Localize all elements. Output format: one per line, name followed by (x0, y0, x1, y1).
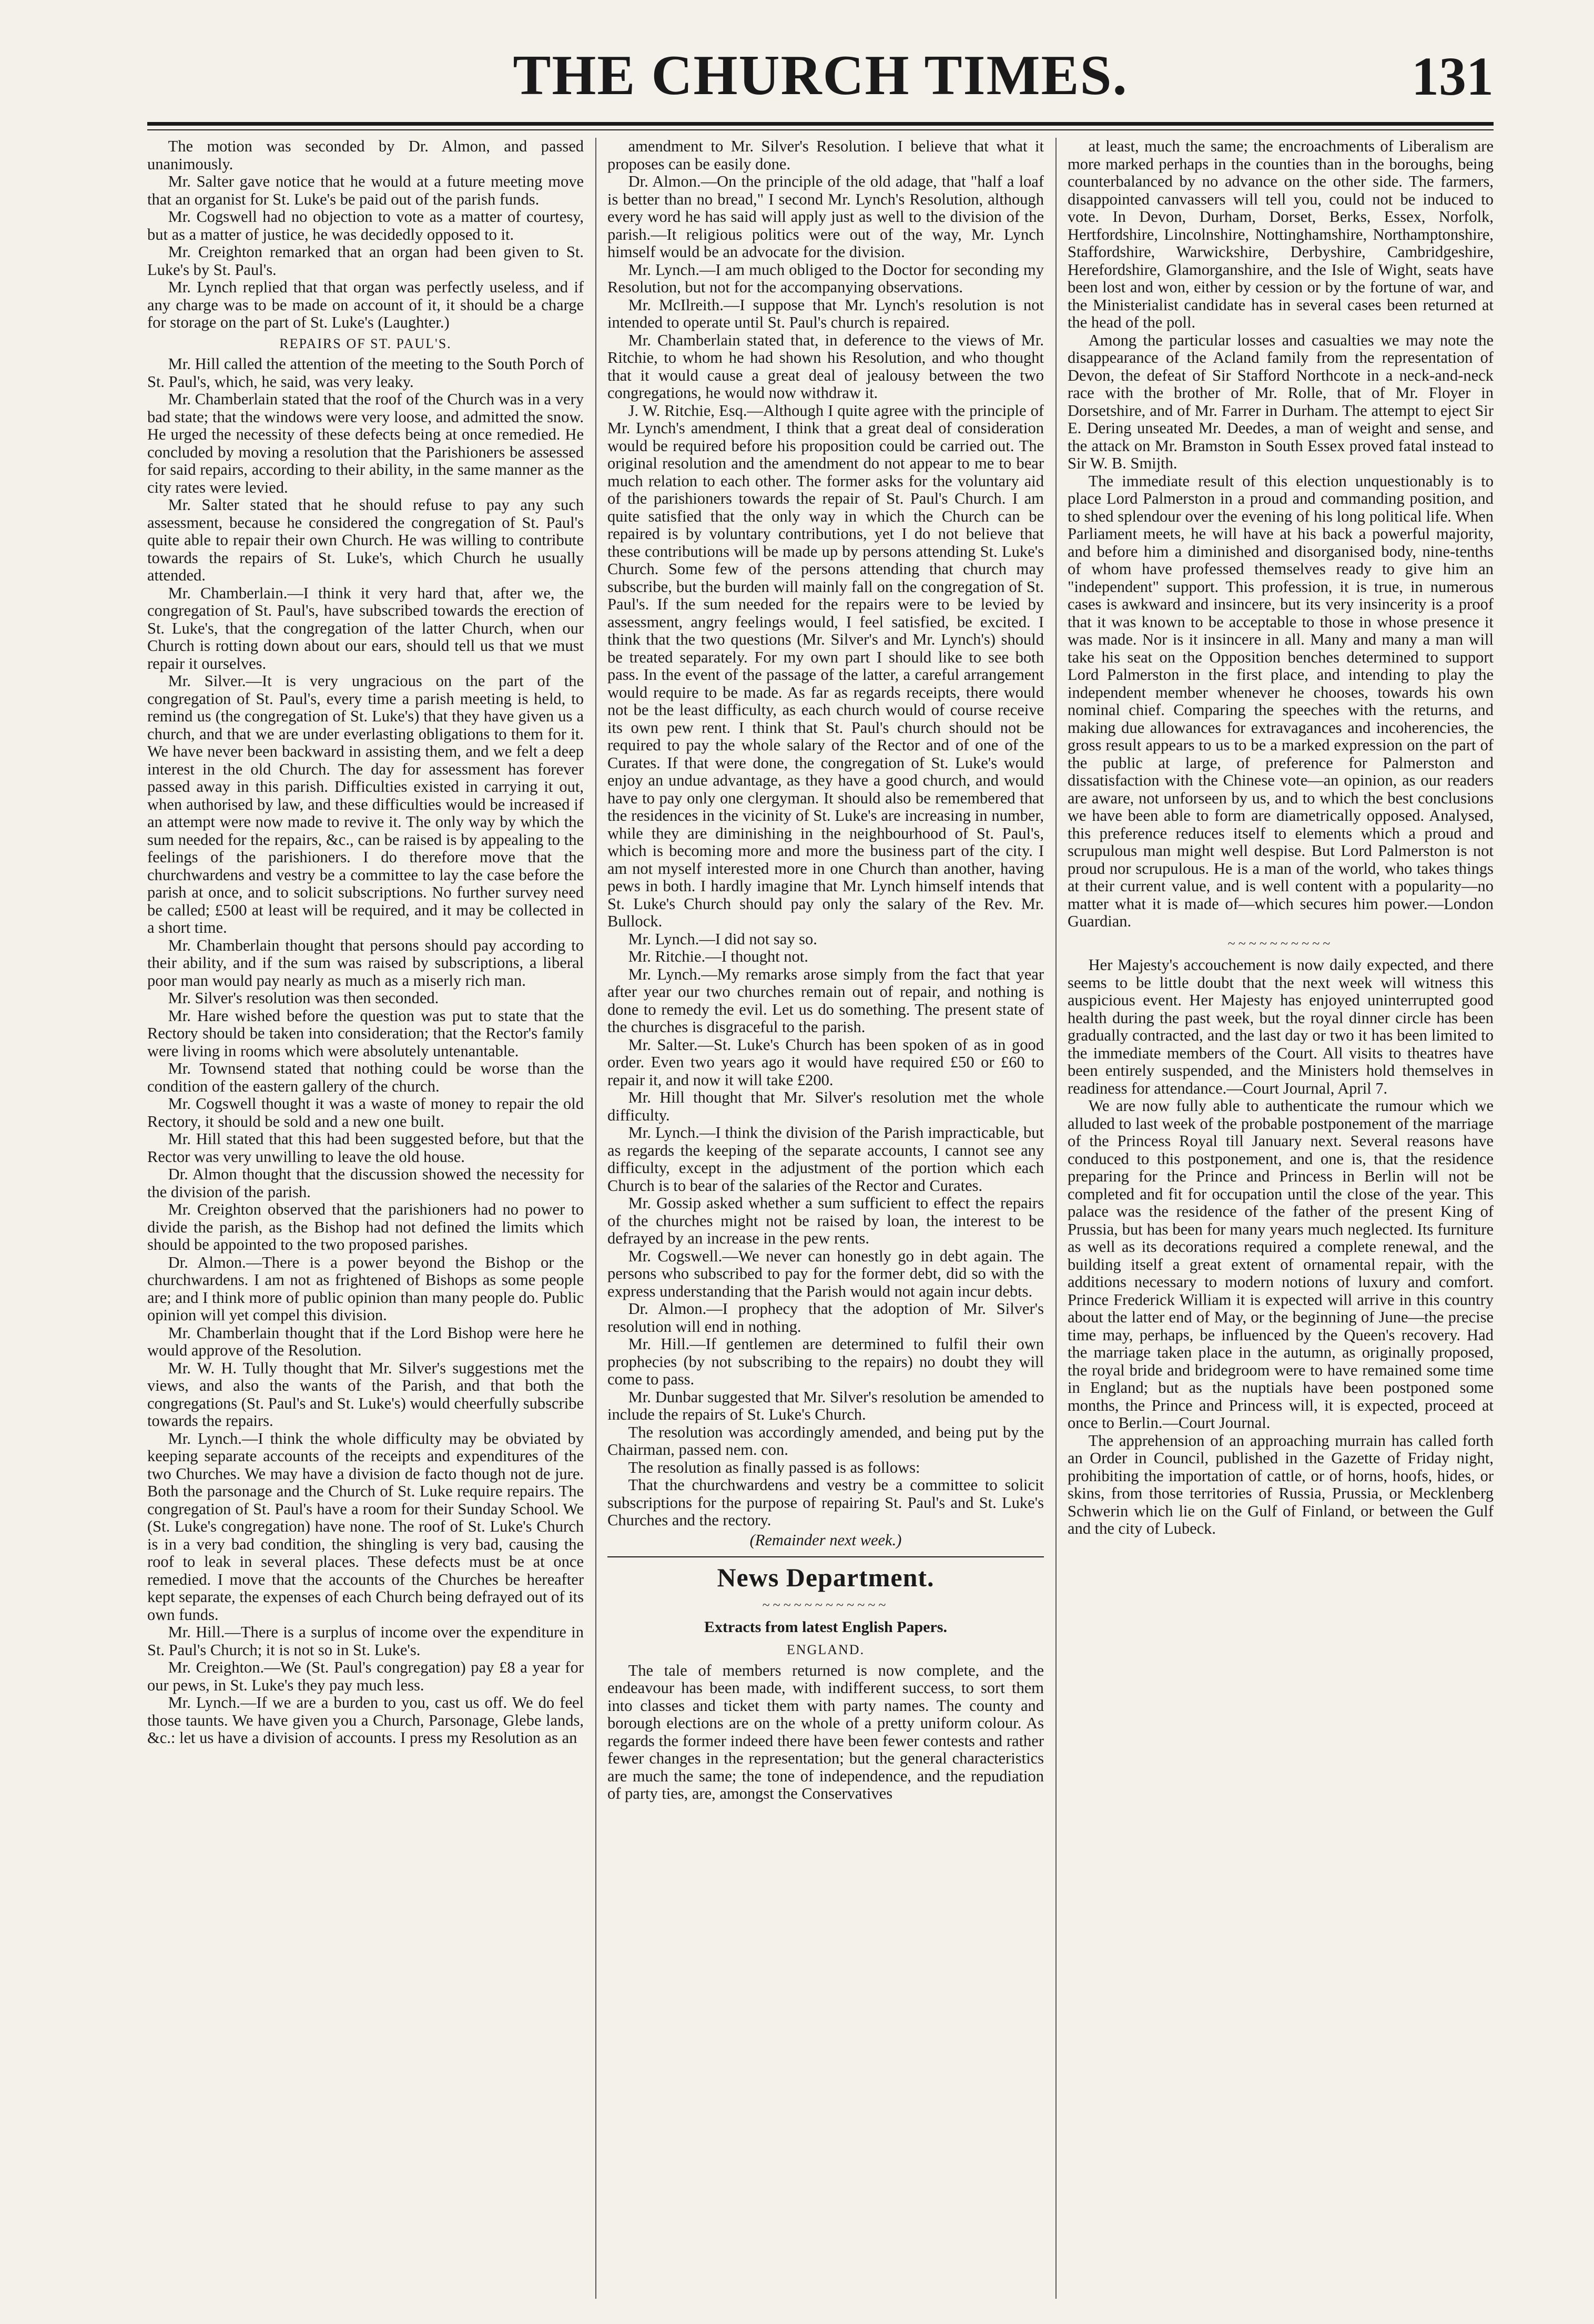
paragraph: Mr. Silver.—It is very ungracious on the part of the congregation of St. Paul's, every time a parish meeting is held, to remind us (the congregation of St. Luke's) that they have given us a church, and that we are under everlasting obligations to them for it. We have never been backward in assisting them, and we felt a deep interest in the old Church. The day for assessment has forever passed away in this parish. Difficulties existed in carrying it out, when authorised by law, and these difficulties would be increased if an attempt were now made to revive it. The only way by which the sum needed for the repairs, &c., can be raised is by appealing to the feelings of the parishioners. I do therefore move that the churchwardens and vestry be a committee to lay the case before the parish at once, and to solicit subscriptions. No further survey need be called; £500 at least will be required, and it may be collected in a short time. (147, 672, 584, 936)
paragraph: The resolution was accordingly amended, and being put by the Chairman, passed nem. con. (607, 1423, 1044, 1459)
paragraph: That the churchwardens and vestry be a committee to solicit subscriptions for the purpose of repairing St. Paul's and St. Luke's Churches and the rectory. (607, 1476, 1044, 1529)
paragraph: Among the particular losses and casualties we may note the disappearance of the Acland family from the representation of Devon, the defeat of Sir Stafford Northcote in a neck-and-neck race with the brother of Mr. Rolle, that of Mr. Floyer in Dorsetshire, and of Mr. Farrer in Durham. The attempt to eject Sir E. Dering unseated Mr. Deedes, a man of weight and sense, and the attack on Mr. Bramston in South Essex proved fatal instead to Sir W. B. Smijth. (1068, 331, 1494, 472)
paragraph: Mr. Creighton.—We (St. Paul's congregation) pay £8 a year for our pews, in St. Luke's they pay much less. (147, 1658, 584, 1694)
paragraph: amendment to Mr. Silver's Resolution. I believe that what it proposes can be easily done. (607, 138, 1044, 173)
paragraph: J. W. Ritchie, Esq.—Although I quite agree with the principle of Mr. Lynch's amendment, I think that a great deal of consideration would be required before his proposition could be carried out. The original resolution and the amendment do not appear to me to bear much relation to each other. The former asks for the voluntary aid of the parishioners towards the repair of St. Paul's Church. I am quite satisfied that the only way in which the Church can be repaired is by voluntary contributions, yet I do not believe that these contributions will be made up by persons attending St. Luke's Church. Some few of the persons attending that church may subscribe, but the burden will mainly fall on the congregation of St. Paul's. If the sum needed for the repairs were to be levied by assessment, angry feelings would, I feel satisfied, be excited. I think that the two questions (Mr. Silver's and Mr. Lynch's) should be treated separately. For my own part I should like to see both pass. In the event of the passage of the latter, a careful arrangement would require to be made. As far as regards receipts, there would not be the least difficulty, as each church would of course receive its own pew rent. I think that St. Paul's church should not be required to pay the whole salary of the Rector and of one of the Curates. If that were done, the congregation of St. Luke's would enjoy an undue advantage, as they have a good church, and would have to pay only one clergyman. It should also be remembered that the residences in the vicinity of St. Luke's are increasing in number, while they are diminishing in the neighbourhood of St. Paul's, which is becoming more and more the business part of the city. I am not myself interested more in one Church than another, having pews in both. I hardly imagine that Mr. Lynch himself intends that St. Luke's Church should pay only the salary of the Rev. Mr. Bullock. (607, 401, 1044, 930)
header-rule-thin (147, 129, 1494, 130)
paragraph: Mr. Lynch.—I think the whole difficulty may be obviated by keeping separate accounts of the receipts and expenditures of the two Churches. We may have a division de facto though not de jure. Both the parsonage and the Church of St. Luke require repairs. The congregation of St. Paul's have a room for their Sunday School. We (St. Luke's congregation) have none. The roof of St. Luke's Church is in a very bad condition, the shingling is very bad, causing the roof to leak in several places. These defects must be at once remedied. I move that the accounts of the Churches be hereafter kept separate, the expenses of each Church being defrayed out of its own funds. (147, 1429, 584, 1624)
paragraph: Mr. Hill.—If gentlemen are determined to fulfil their own prophecies (by not subscribing to the repairs) no doubt they will come to pass. (607, 1335, 1044, 1388)
paragraph: Mr. Salter stated that he should refuse to pay any such assessment, because he considered the congregation of St. Paul's quite able to repair their own Church. He was willing to contribute towards the repairs of St. Luke's, which Church he usually attended. (147, 496, 584, 584)
paragraph: Dr. Almon.—There is a power beyond the Bishop or the churchwardens. I am not as frightened of Bishops as some people are; and I think more of public opinion than many people do. Public opinion will yet compel this division. (147, 1253, 584, 1324)
ornamental-rule: ~~~~~~~~~~ (1227, 935, 1334, 951)
paragraph: Mr. Dunbar suggested that Mr. Silver's resolution be amended to include the repairs of St. Luke's Church. (607, 1388, 1044, 1423)
paragraph: Mr. Lynch.—I think the division of the Parish impracticable, but as regards the keeping of the separate accounts, I cannot see any difficulty, except in the adjustment of the portion which each Church is to bear of the salaries of the Rector and Curates. (607, 1124, 1044, 1195)
section-divider (607, 1556, 1044, 1557)
paragraph: Mr. Ritchie.—I thought not. (628, 947, 808, 965)
paragraph: Mr. Creighton remarked that an organ had been given to St. Luke's by St. Paul's. (147, 243, 584, 279)
paragraph: Mr. Salter.—St. Luke's Church has been spoken of as in good order. Even two years ago it would have required £50 or £60 to repair it, and now it will take £200. (607, 1035, 1044, 1089)
ornamental-rule: ~~~~~~~~~~~~ (762, 1597, 889, 1613)
paragraph: Mr. Chamberlain thought that if the Lord Bishop were here he would approve of the Resolution. (147, 1323, 584, 1359)
paragraph: Mr. Lynch.—I did not say so. (628, 930, 817, 948)
page-number: 131 (1412, 46, 1494, 107)
paragraph: Mr. Hare wished before the question was put to state that the Rectory should be taken into consideration; that the Rector's family were living in rooms which were absolutely untenantable. (147, 1006, 584, 1060)
paragraph: Mr. Hill thought that Mr. Silver's resolution met the whole difficulty. (607, 1088, 1044, 1124)
paragraph: Mr. Townsend stated that nothing could be worse than the condition of the eastern gallery of the church. (147, 1059, 584, 1095)
header-rule-thick (147, 122, 1494, 126)
paragraph: Mr. Hill stated that this had been suggested before, but that the Rector was very unwilling to leave the old house. (147, 1130, 584, 1166)
paragraph: Mr. Lynch.—If we are a burden to you, cast us off. We do feel those taunts. We have given you a Church, Parsonage, Glebe lands, &c.: let us have a division of accounts. I press my Resolution as an (147, 1694, 584, 1747)
paragraph: Mr. Chamberlain stated that the roof of the Church was in a very bad state; that the windows were very loose, and admitted the snow. He urged the necessity of these defects being at once remedied. He concluded by moving a resolution that the Parishioners be assessed for said repairs, according to their ability, in the same manner as the city rates were levied. (147, 390, 584, 496)
paragraph: at least, much the same; the encroachments of Liberalism are more marked perhaps in the counties than in the boroughs, being counterbalanced by no advance on the other side. The farmers, disappointed canvassers will tell you, could not be induced to vote. In Devon, Durham, Dorset, Berks, Essex, Norfolk, Hertfordshire, Lincolnshire, Nottinghamshire, Northamptonshire, Staffordshire, Warwickshire, Derbyshire, Cambridgeshire, Herefordshire, Glamorganshire, and the Isle of Wight, seats have been lost and won, either by cession or by the fortune of war, and the Ministerialist candidate has in several cases been returned at the head of the poll. (1068, 138, 1494, 331)
paragraph: Mr. Lynch replied that that organ was perfectly useless, and if any charge was to be made on account of it, it should be a charge for storage on the part of St. Luke's (Laughter.) (147, 278, 584, 331)
column-3 (1068, 138, 1494, 2299)
column-1 (147, 138, 584, 2299)
paragraph: Mr. McIlreith.—I suppose that Mr. Lynch's resolution is not intended to operate until St. Paul's church is repaired. (607, 295, 1044, 331)
subheading-repairs: REPAIRS OF ST. PAUL'S. (279, 335, 452, 351)
paragraph: Mr. Cogswell.—We never can honestly go in debt again. The persons who subscribed to pay for the former debt, did so with the express understanding that the Parish would not again incur debts. (607, 1247, 1044, 1300)
paragraph: Mr. W. H. Tully thought that Mr. Silver's suggestions met the views, and also the wants of the Parish, and that both the congregations (St. Paul's and St. Luke's) would cheerfully subscribe towards the repairs. (147, 1359, 584, 1430)
paragraph: Mr. Creighton observed that the parishioners had no power to divide the parish, as the Bishop had not defined the limits which should be appointed to the two proposed parishes. (147, 1200, 584, 1253)
paragraph: Mr. Lynch.—My remarks arose simply from the fact that year after year our two churches remain out of repair, and nothing is done to remedy the evil. Let us do something. The present state of the churches is disgraceful to the parish. (607, 965, 1044, 1036)
paragraph: The immediate result of this election unquestionably is to place Lord Palmerston in a proud and commanding position, and to shed splendour over the evening of his long political life. When Parliament meets, he will have at his back a powerful majority, and before him a diminished and disorganised body, nine-tenths of whom have professed themselves ready to give him an "independent" support. This profession, it is true, in numerous cases is awkward and insincere, but its very insincerity is a proof that it was known to be acceptable to those in whose presence it was made. Nor is it insincere in all. Many and many a man will take his seat on the Opposition benches determined to support Lord Palmerston in the first place, and intending to play the independent member whenever he chooses, towards his own nominal chief. Comparing the speeches with the returns, and making due allowances for extravagances and incoherencies, the gross result appears to us to be a marked expression on the part of the public at large, of preference for Palmerston and dissatisfaction with the Chinese vote—an opinion, as our readers are aware, not unforseen by us, and to which the best conclusions we have been able to form are diametrically opposed. Analysed, this preference reduces itself to elements which a proud and scrupulous man might well despise. But Lord Palmerston is not proud nor scrupulous. He is a man of the world, who takes things at their current value, and is well content with a popularity—no matter what it is made of—which secures him power.—London Guardian. (1068, 472, 1494, 930)
paragraph: Mr. Silver's resolution was then seconded. (168, 989, 439, 1007)
masthead-title: THE CHURCH TIMES. (513, 44, 1128, 107)
paragraph: Mr. Cogswell thought it was a waste of money to repair the old Rectory, it should be sold and a new one built. (147, 1095, 584, 1130)
page-header (147, 42, 1494, 116)
paragraph: Mr. Chamberlain.—I think it very hard that, after we, the congregation of St. Paul's, have subscribed towards the erection of St. Luke's, that the congregation of the latter Church, when our Church is rotting down about our ears, should tell us that we must repair it ourselves. (147, 584, 584, 672)
paragraph: Dr. Almon thought that the discussion showed the necessity for the division of the parish. (147, 1165, 584, 1201)
paragraph: Mr. Cogswell had no objection to vote as a matter of courtesy, but as a matter of justice, he was decidedly opposed to it. (147, 208, 584, 243)
column-divider (1055, 138, 1057, 2299)
paragraph: Mr. Chamberlain stated that, in deference to the views of Mr. Ritchie, to whom he had shown his Resolution, and who thought that it would cause a great deal of jealousy between the two congregations, he would now withdraw it. (607, 331, 1044, 402)
paragraph: Mr. Chamberlain thought that persons should pay according to their ability, and if the sum was raised by subscriptions, a liberal poor man would pay nearly as much as a miserly rich man. (147, 936, 584, 990)
paragraph: Mr. Gossip asked whether a sum sufficient to effect the repairs of the churches might not be raised by loan, the interest to be defrayed by an increase in the pew rents. (607, 1194, 1044, 1247)
paragraph: Mr. Hill called the attention of the meeting to the South Porch of St. Paul's, which, he said, was very leaky. (147, 355, 584, 391)
news-deck: Extracts from latest English Papers. (704, 1618, 947, 1636)
subheading-england: ENGLAND. (786, 1642, 865, 1657)
paragraph: The resolution as finally passed is as follows: (628, 1458, 920, 1476)
paragraph: Mr. Hill.—There is a surplus of income over the expenditure in St. Paul's Church; it is not so in St. Luke's. (147, 1623, 584, 1659)
paragraph: Mr. Salter gave notice that he would at a future meeting move that an organist for St. Luke's be paid out of the parish funds. (147, 172, 584, 208)
paragraph: Mr. Lynch.—I am much obliged to the Doctor for seconding my Resolution, but not for the accompanying observations. (607, 260, 1044, 296)
paragraph: The tale of members returned is now complete, and the endeavour has been made, with indifferent success, to sort them into classes and ticket them with party names. The county and borough elections are on the whole of a pretty uniform colour. As regards the former indeed there have been fewer contests and rather fewer changes in the representation; but the general characteristics are much the same; the tone of independence, and the repudiation of party ties, are, amongst the Conservatives (607, 1661, 1044, 1802)
paragraph: We are now fully able to authenticate the rumour which we alluded to last week of the probable postponement of the marriage of the Princess Royal till January next. Several reasons have conduced to this postponement, and one is, that the residence preparing for the Prince and Princess in Berlin will not be completed and fit for occupation until the close of the year. This palace was the residence of the father of the present King of Prussia, but has been for many years much neglected. Its furniture as well as its decorations required a complete renewal, and the building itself a great extent of ornamental repair, with the additions necessary to modern notions of luxury and comfort. Prince Frederick William it is expected will arrive in this country about the latter end of May, or the beginning of June—the precise time may, perhaps, be influenced by the Queen's recovery. Had the marriage taken place in the autumn, as originally proposed, the royal bride and bridegroom were to have remained some time in England; but as the nuptials have been postponed some months, the Prince and Princess will, it is expected, proceed at once to Berlin.—Court Journal. (1068, 1097, 1494, 1432)
paragraph: The apprehension of an approaching murrain has called forth an Order in Council, published in the Gazette of Friday night, prohibiting the importation of cattle, or of horns, hoofs, hides, or skins, from those territories of Russia, Prussia, or Mecklenberg Schwerin which lie on the Gulf of Finland, or between the Gulf and the city of Lubeck. (1068, 1431, 1494, 1537)
paragraph: Dr. Almon.—On the principle of the old adage, that "half a loaf is better than no bread," I second Mr. Lynch's Resolution, although every word he has said will apply just as well to the division of the parish.—It religious politics were out of the way, Mr. Lynch himself would be an advocate for the division. (607, 172, 1044, 261)
paragraph: Dr. Almon.—I prophecy that the adoption of Mr. Silver's resolution will end in nothing. (607, 1300, 1044, 1336)
paragraph: Her Majesty's accouchement is now daily expected, and there seems to be little doubt that the next week will witness this auspicious event. Her Majesty has enjoyed uninterrupted good health during the past week, but the royal dinner circle has been gradually contracted, and the last day or two it has been limited to the immediate members of the Court. All visits to theatres have been entirely suspended, and the Ministers hold themselves in readiness for attendance.—Court Journal, April 7. (1068, 956, 1494, 1097)
column-divider (595, 138, 596, 2299)
news-department-heading: News Department. (717, 1563, 935, 1592)
column-2 (607, 138, 1044, 2299)
remainder-note: (Remainder next week.) (749, 1531, 902, 1549)
paragraph: The motion was seconded by Dr. Almon, and passed unanimously. (147, 138, 584, 173)
